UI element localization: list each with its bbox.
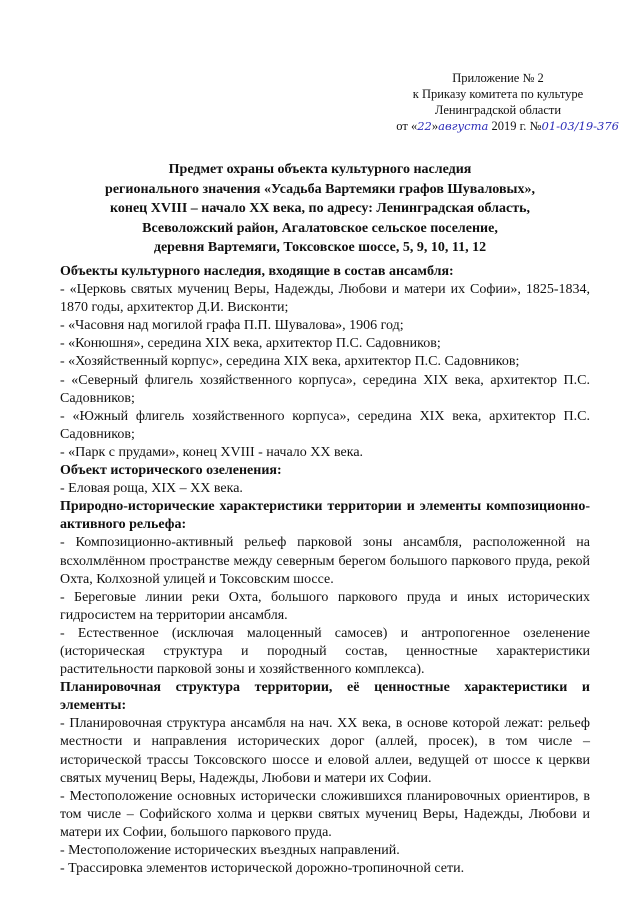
- document-title: [40, 160, 600, 258]
- section-heading: Объект исторического озеленения:: [60, 463, 282, 479]
- list-item: - Планировочная структура ансамбля на нач. XX века, в основе которой лежат: рельеф местности и направления исторических дорог (аллей, просек), в том числе – исторической трассы Токсовского шоссе и еловой аллеи, ведущей от шоссе к церкви святых мучениц Веры, Надежды, Любови и матери их Софии.: [60, 716, 590, 786]
- list-item: - Местоположение исторических въездных направлений.: [60, 843, 400, 858]
- list-item: - «Конюшня», середина XIX века, архитектор П.С. Садовников;: [60, 336, 441, 352]
- attachment-number: Приложение № 2: [452, 71, 544, 85]
- list-item: - Береговые линии реки Охта, большого паркового пруда и иных исторических гидросистем на территории ансамбля.: [60, 589, 590, 623]
- section-heading: Природно-исторические характеристики территории и элементы композиционно-активного рельефа:: [60, 499, 590, 533]
- list-item: - «Хозяйственный корпус», середина XIX века, архитектор П.С. Садовников;: [60, 354, 520, 370]
- date-year: 2019 г. №: [491, 119, 542, 133]
- document-body: [60, 263, 590, 878]
- attachment-date-line: [373, 118, 623, 134]
- attachment-block: [373, 70, 623, 134]
- date-month-handwritten: августа: [438, 119, 489, 133]
- list-item: - «Церковь святых мучениц Веры, Надежды, Любови и матери их Софии», 1825-1834, 1870 годы, архитектор Д.И. Висконти;: [60, 282, 590, 316]
- list-item: - Композиционно-активный рельеф парковой зоны ансамбля, расположенной на всхолмлённом пространстве между северным берегом большого паркового пруда, рекой Охта, Колхозной улицей и Токсовским шоссе.: [60, 535, 590, 587]
- attachment-order: к Приказу комитета по культуре: [412, 87, 584, 101]
- title-line-3: конец XVIII – начало XX века, по адресу: Ленинградская область,: [110, 201, 530, 216]
- list-item: - «Северный флигель хозяйственного корпуса», середина XIX века, архитектор П.С. Садовников;: [60, 372, 590, 406]
- order-number-handwritten: 01-03/19-376: [541, 119, 619, 133]
- list-item: - «Южный флигель хозяйственного корпуса», середина XIX века, архитектор П.С. Садовников;: [60, 408, 590, 442]
- section-heading: Планировочная структура территории, её ценностные характеристики и элементы:: [60, 680, 590, 714]
- attachment-committee: Ленинградской области: [434, 103, 562, 117]
- title-line-1: Предмет охраны объекта культурного наследия: [168, 162, 472, 177]
- date-prefix: от «: [396, 119, 418, 133]
- list-item: - Трассировка элементов исторической дорожно-тропиночной сети.: [60, 861, 465, 877]
- date-day-handwritten: 22: [417, 119, 432, 133]
- list-item: - «Парк с прудами», конец XVIII - начало XX века.: [60, 444, 364, 460]
- list-item: - Местоположение основных исторически сложившихся планировочных ориентиров, в том числе – Софийского холма и церкви святых мучениц Веры, Надежды, Любови и матери их Софии, большого паркового пруда.: [60, 788, 590, 840]
- list-item: - «Часовня над могилой графа П.П. Шувалова», 1906 год;: [60, 318, 404, 334]
- title-line-4: Всеволожский район, Агалатовское сельское поселение,: [142, 220, 498, 236]
- date-mid: »: [431, 119, 439, 133]
- title-line-2: регионального значения «Усадьба Вартемяки графов Шуваловых»,: [105, 181, 535, 197]
- list-item: - Еловая роща, XIX – XX века.: [60, 481, 243, 497]
- list-item: - Естественное (исключая малоценный самосев) и антропогенное озеленение (историческая структура и породный состав, ценностные характеристики растительности парковой зоны и хозяйственного комплекса).: [60, 625, 590, 678]
- title-line-5: деревня Вартемяги, Токсовское шоссе, 5, 9, 10, 11, 12: [153, 240, 487, 255]
- section-heading: Объекты культурного наследия, входящие в состав ансамбля:: [60, 264, 454, 279]
